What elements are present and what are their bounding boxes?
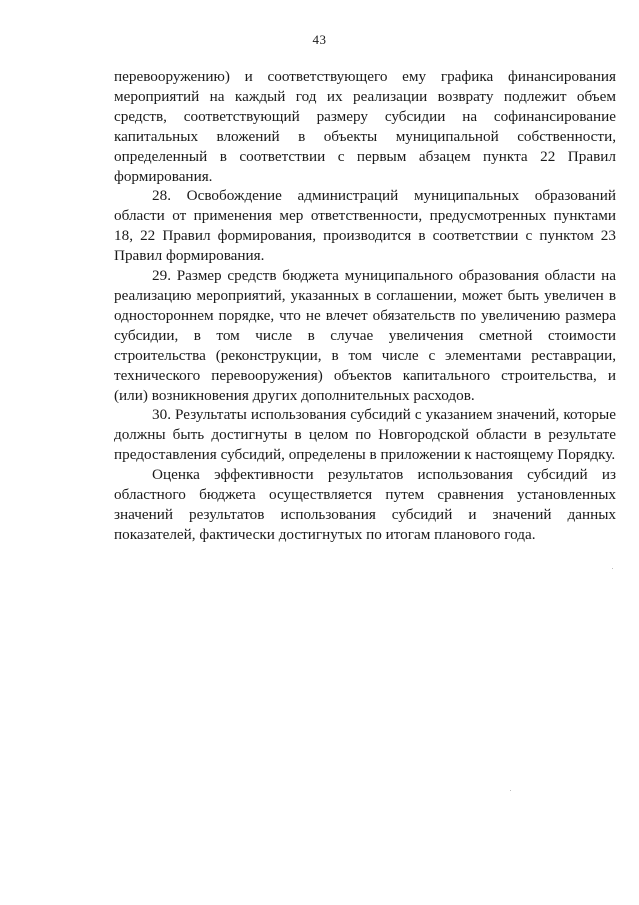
scan-speck [612,568,613,569]
scan-speck [510,790,511,791]
paragraph-item-29: 29. Размер средств бюджета муниципального образования области на реализацию мероприятий, указанных в соглашении, может быть увеличен в одностороннем порядке, что не влечет обязательств по увеличению размера субсидии, в том числе в случае увеличения сметной стоимости строительства (реконструкции, в том числе с элементами реставрации, технического перевооружения) объектов капитального строительства, и (или) возникновения других дополнительных расходов. [114,267,616,404]
paragraph-continuation: перевооружению) и соответствующего ему графика финансирования мероприятий на каждый год их реализации возврату подлежит объем средств, соответствующий размеру субсидии на софинансирование капитальных вложений в объекты муниципальной собственности, определенный в соответствии с первым абзацем пункта 22 Правил формирования. [114,68,616,185]
paragraph-item-30: 30. Результаты использования субсидий с указанием значений, которые должны быть достигнуты в целом по Новгородской области в результате предоставления субсидий, определены в приложении к настоящему Порядку. [114,406,616,464]
paragraph-item-28: 28. Освобождение администраций муниципальных образований области от применения мер ответственности, предусмотренных пунктами 18, 22 Правил формирования, производится в соответствии с пунктом 23 Правил формирования. [114,187,616,265]
paragraph-evaluation: Оценка эффективности результатов использования субсидий из областного бюджета осуществляется путем сравнения установленных значений результатов использования субсидий и значений данных показателей, фактически достигнутых по итогам планового года. [114,466,616,543]
page-number: 43 [312,32,327,47]
document-body [114,67,616,545]
